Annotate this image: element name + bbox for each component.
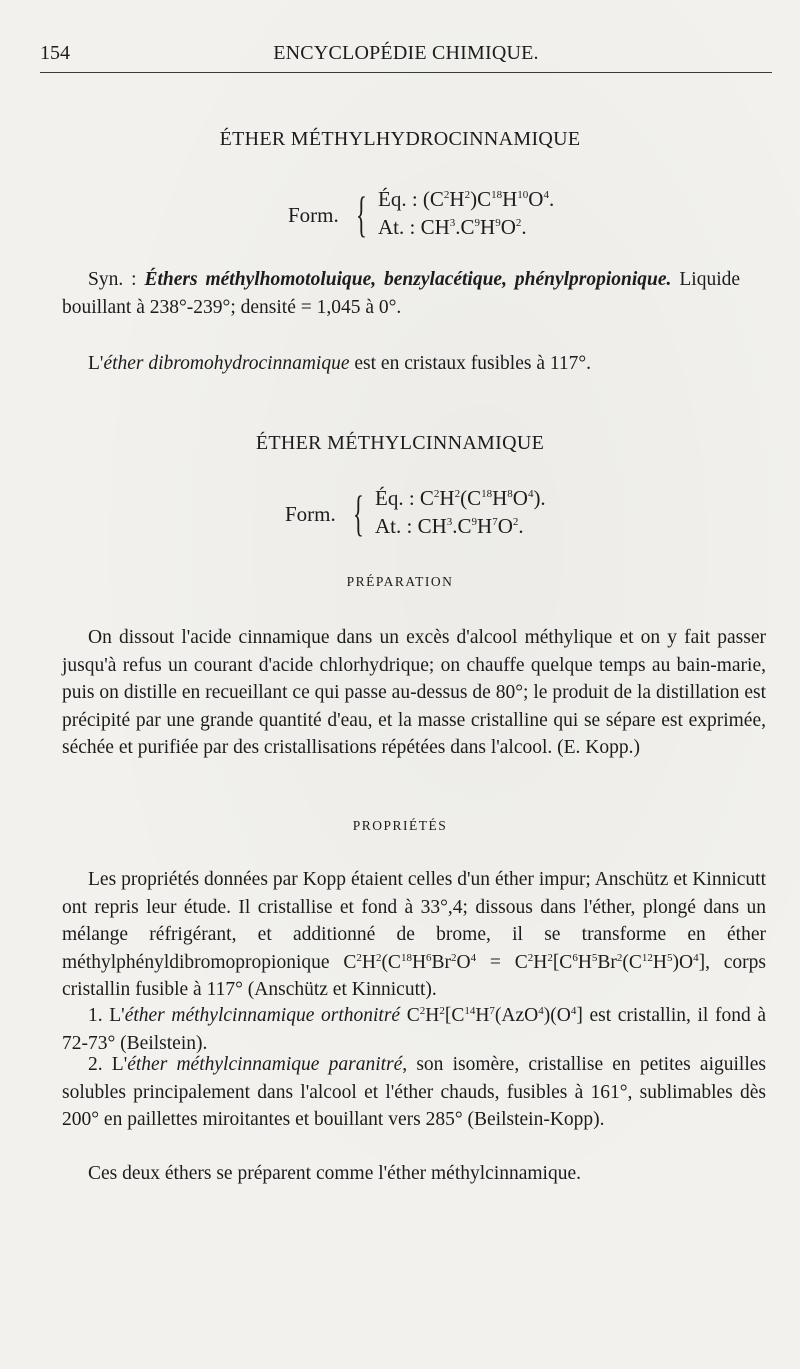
- page-header: [40, 42, 772, 73]
- list-item-paranitre: 2. L'éther méthylcinnamique paranitré, son isomère, cristallise en petites aiguilles solubles principalement dans l'alcool et l'éther chauds, fusibles à 161°, sublimables dès 200° en paillettes miroitantes et bouillant vers 285° (Beilstein-Kopp).: [62, 1054, 766, 1130]
- properties-paragraph: Les propriétés données par Kopp étaient celles d'un éther impur; Anschütz et Kinnicutt ont repris leur étude. Il cristallise et fond à 33°,4; dissous dans l'éther, plongé dans un mélange réfrigérant, et additionné de brome, il se transforme en éther méthylphényldibromopropionique $C^2H^2(C^{18}H^6Br^2O^4 = C^2H^2[C^6H^5Br^2(C^{12}H^5)O^4]$, corps cristallin fusible à 117° (Anschütz et Kinnicutt).: [62, 869, 766, 1000]
- section-title-methylcinnamique: ÉTHER MÉTHYLCINNAMIQUE: [255, 432, 545, 454]
- dibromo-name: éther dibromohydrocinnamique: [103, 353, 350, 374]
- page-number: 154: [40, 42, 70, 64]
- formula-atomic: At. : $CH^3.C^9H^7O^2$.: [375, 514, 524, 538]
- syn-names: Éthers méthylhomotoluique, benzylacétique, phénylpropionique.: [144, 269, 672, 290]
- formula-label: Form.: [285, 502, 336, 526]
- properties-heading: PROPRIÉTÉS: [352, 818, 448, 833]
- running-head: ENCYCLOPÉDIE CHIMIQUE.: [273, 42, 539, 64]
- syn-properties: Liquide bouillant à 238°-239°; densité = 1,045 à 0°.: [62, 269, 741, 318]
- formula-block-2: [285, 485, 585, 545]
- preparation-heading: PRÉPARATION: [346, 574, 454, 589]
- formula-block-1: [288, 186, 588, 246]
- formula-label: Form.: [288, 203, 339, 227]
- dibromo-paragraph: [62, 350, 760, 378]
- formula-equivalent: Éq. : $(C^2H^2)C^{18}H^{10}O^4$.: [378, 187, 555, 211]
- list-item-orthonitre: 1. L'éther méthylcinnamique orthonitré $C^2H^2[C^{14}H^7(AzO^4)(O^4]$ est cristallin, il fond à 72-73° (Beilstein).: [62, 1005, 767, 1054]
- section-title-methylhydrocinnamique: ÉTHER MÉTHYLHYDROCINNAMIQUE: [219, 128, 581, 150]
- dibromo-article: L': [88, 353, 104, 374]
- brace-icon: {: [356, 186, 367, 242]
- brace-icon: {: [353, 485, 364, 541]
- formula-atomic: At. : $CH^3.C^9H^9O^2$.: [378, 215, 527, 239]
- preparation-paragraph: On dissout l'acide cinnamique dans un excès d'alcool méthylique et on y fait passer jusqu'à refus un courant d'acide chlorhydrique; on chauffe quelque temps au bain-marie, puis on distille en recueillant ce qui passe au-dessus de 80°; le produit de la distillation est précipité par une grande quantité d'eau, et la masse cristalline qui se sépare est exprimée, séchée et purifiée par des cristallisations répétées dans l'alcool. (E. Kopp.): [62, 627, 766, 758]
- closing-paragraph: Ces deux éthers se préparent comme l'éther méthylcinnamique.: [88, 1163, 582, 1184]
- dibromo-rest: est en cristaux fusibles à 117°.: [349, 353, 592, 374]
- synonyms-paragraph: [62, 266, 740, 321]
- syn-label: Syn. :: [88, 269, 145, 290]
- formula-equivalent: Éq. : $C^2H^2(C^{18}H^8O^4)$.: [375, 486, 546, 510]
